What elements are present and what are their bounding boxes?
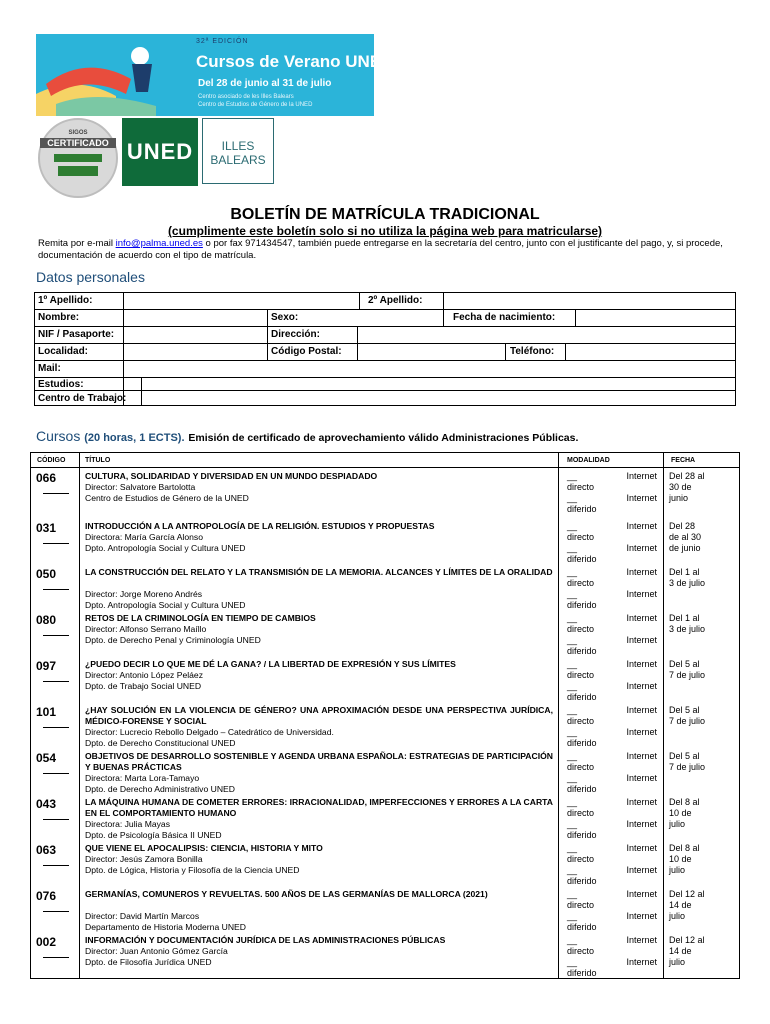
code-blank-line bbox=[43, 589, 69, 590]
course-date bbox=[669, 705, 729, 727]
col-divider bbox=[123, 343, 124, 360]
course-department: Dpto. de Lógica, Historia y Filosofía de la Ciencia UNED bbox=[85, 864, 300, 875]
course-mode-options[interactable] bbox=[567, 521, 657, 565]
course-date-line: Del 28 al bbox=[669, 471, 705, 481]
header-date: FECHA bbox=[671, 457, 696, 464]
illes-logo-line-1: ILLES bbox=[221, 139, 255, 153]
mode-direct-label: directo bbox=[567, 624, 595, 634]
mode-direct-label: directo bbox=[567, 578, 595, 588]
section-title-courses bbox=[36, 428, 578, 444]
col-divider bbox=[663, 453, 664, 978]
label-workplace: Centro de Trabajo: bbox=[38, 393, 127, 404]
blank-mark: __ bbox=[567, 613, 578, 623]
code-blank-line bbox=[43, 543, 69, 544]
course-code: 076 bbox=[36, 889, 57, 903]
course-mode-options[interactable] bbox=[567, 659, 657, 703]
course-director: Directora: María García Alonso bbox=[85, 532, 203, 542]
blank-mark: __ bbox=[567, 705, 578, 715]
course-title: ¿HAY SOLUCIÓN EN LA VIOLENCIA DE GÉNERO? UNA APROXIMACIÓN DESDE UNA PERSPECTIVA JURÍDICA, MÉDICO-FORENSE Y SOCIAL bbox=[85, 705, 553, 726]
course-code: 097 bbox=[36, 659, 57, 673]
course-title: GERMANÍAS, COMUNEROS Y REVUELTAS. 500 AÑOS DE LAS GERMANÍAS DE MALLORCA (2021) bbox=[85, 889, 488, 899]
code-blank-line bbox=[43, 635, 69, 636]
mode-internet-deferred[interactable] bbox=[567, 819, 657, 830]
mode-direct-label: directo bbox=[567, 946, 595, 956]
mode-internet-direct[interactable] bbox=[567, 521, 657, 532]
row-divider bbox=[35, 360, 735, 361]
col-divider bbox=[575, 309, 576, 326]
blank-mark: __ bbox=[567, 589, 578, 599]
mode-deferred-label: diferido bbox=[567, 876, 597, 886]
course-date-line: 3 de julio bbox=[669, 578, 706, 588]
mode-internet-label: Internet bbox=[626, 493, 657, 503]
mode-deferred-label: diferido bbox=[567, 600, 597, 610]
col-divider bbox=[123, 326, 124, 343]
mode-internet-direct[interactable] bbox=[567, 889, 657, 900]
course-date-line: 14 de bbox=[669, 946, 692, 956]
mode-direct-label: directo bbox=[567, 762, 595, 772]
code-blank-line bbox=[43, 681, 69, 682]
label-locality: Localidad: bbox=[38, 346, 89, 357]
course-date-line: Del 5 al bbox=[669, 751, 700, 761]
course-director: Director: Lucrecio Rebollo Delgado – Catedrático de Universidad. bbox=[85, 727, 334, 737]
label-name: Nombre: bbox=[38, 312, 80, 323]
mode-direct-label: directo bbox=[567, 670, 595, 680]
blank-mark: __ bbox=[567, 635, 578, 645]
course-department: Dpto. de Filosofía Jurídica UNED bbox=[85, 956, 212, 967]
mode-deferred-label: diferido bbox=[567, 554, 597, 564]
blank-mark: __ bbox=[567, 819, 578, 829]
col-divider bbox=[123, 309, 124, 326]
course-title: RETOS DE LA CRIMINOLOGÍA EN TIEMPO DE CAMBIOS bbox=[85, 613, 316, 623]
blank-mark: __ bbox=[567, 751, 578, 761]
course-date-line: julio bbox=[669, 819, 686, 829]
course-date bbox=[669, 751, 729, 773]
row-divider bbox=[35, 326, 735, 327]
col-divider bbox=[443, 309, 444, 326]
mode-internet-label: Internet bbox=[626, 935, 657, 945]
mode-deferred-label: diferido bbox=[567, 738, 597, 748]
code-blank-line bbox=[43, 727, 69, 728]
mode-internet-label: Internet bbox=[626, 911, 657, 921]
course-date-line: de al 30 bbox=[669, 532, 702, 542]
mode-deferred-label: diferido bbox=[567, 646, 597, 656]
course-date-line: 7 de julio bbox=[669, 670, 706, 680]
mode-deferred-label: diferido bbox=[567, 784, 597, 794]
mode-internet-label: Internet bbox=[626, 635, 657, 645]
label-nif: NIF / Pasaporte: bbox=[38, 329, 115, 340]
course-title: LA CONSTRUCCIÓN DEL RELATO Y LA TRANSMISIÓN DE LA MEMORIA. ALCANCES Y LÍMITES DE LA ORALIDAD bbox=[85, 567, 553, 577]
mode-internet-label: Internet bbox=[626, 727, 657, 737]
mode-deferred-label: diferido bbox=[567, 922, 597, 932]
row-divider bbox=[35, 309, 735, 310]
mode-internet-label: Internet bbox=[626, 773, 657, 783]
mode-direct-label: directo bbox=[567, 900, 595, 910]
col-divider bbox=[267, 343, 268, 360]
mode-direct-label: directo bbox=[567, 808, 595, 818]
blank-mark: __ bbox=[567, 797, 578, 807]
mode-internet-deferred[interactable] bbox=[567, 543, 657, 554]
blank-mark: __ bbox=[567, 957, 578, 967]
course-director: Directora: Marta Lora-Tamayo bbox=[85, 773, 200, 783]
course-date bbox=[669, 521, 729, 554]
mode-internet-direct[interactable] bbox=[567, 567, 657, 578]
course-date-line: julio bbox=[669, 865, 686, 875]
mode-direct-label: directo bbox=[567, 482, 595, 492]
mode-internet-direct[interactable] bbox=[567, 797, 657, 808]
mode-internet-label: Internet bbox=[626, 751, 657, 761]
banner-title: Cursos de Verano UNED 2021 bbox=[196, 52, 436, 71]
course-mode-options[interactable] bbox=[567, 613, 657, 657]
summer-courses-banner bbox=[36, 34, 436, 116]
header-divider bbox=[31, 467, 739, 468]
section-title-personal: Datos personales bbox=[36, 269, 145, 285]
course-date-line: 10 de bbox=[669, 808, 692, 818]
course-department: Dpto. de Derecho Administrativo UNED bbox=[85, 783, 235, 794]
course-date-line: Del 8 al bbox=[669, 797, 700, 807]
mode-internet-label: Internet bbox=[626, 957, 657, 967]
course-title: LA MÁQUINA HUMANA DE COMETER ERRORES: IRRACIONALIDAD, IMPERFECCIONES Y ERRORES A LA CARTA EN EL COMPORTAMIENTO HUMANO bbox=[85, 797, 553, 818]
blank-mark: __ bbox=[567, 935, 578, 945]
mode-internet-label: Internet bbox=[626, 659, 657, 669]
row-divider bbox=[35, 377, 735, 378]
courses-section-label: Cursos bbox=[36, 428, 81, 444]
course-date bbox=[669, 471, 729, 504]
seal-bar bbox=[54, 154, 102, 162]
personal-data-form bbox=[34, 292, 736, 406]
course-date-line: Del 1 al bbox=[669, 613, 700, 623]
col-divider bbox=[505, 343, 506, 360]
course-date-line: junio bbox=[669, 493, 689, 503]
header-title: TÍTULO bbox=[85, 457, 111, 464]
instructions-text bbox=[38, 238, 738, 262]
course-code: 050 bbox=[36, 567, 57, 581]
intro-post: o por fax 971434547, también puede entregarse en la secretaría del centro, junto con el justificante del pago, y, si procede, documentación de acuerdo con el tipo de matrícula. bbox=[38, 238, 723, 261]
col-divider bbox=[565, 343, 566, 360]
header-mode: MODALIDAD bbox=[567, 457, 610, 464]
course-code: 101 bbox=[36, 705, 57, 719]
mode-internet-deferred[interactable] bbox=[567, 773, 657, 784]
course-mode-options[interactable] bbox=[567, 471, 657, 515]
courses-table bbox=[30, 452, 740, 979]
course-date bbox=[669, 797, 729, 830]
blank-mark: __ bbox=[567, 493, 578, 503]
mode-internet-deferred[interactable] bbox=[567, 865, 657, 876]
code-blank-line bbox=[43, 819, 69, 820]
mode-direct-label: directo bbox=[567, 532, 595, 542]
course-code: 043 bbox=[36, 797, 57, 811]
mode-deferred-label: diferido bbox=[567, 968, 597, 978]
label-address: Dirección: bbox=[271, 329, 320, 340]
course-title: OBJETIVOS DE DESARROLLO SOSTENIBLE Y AGENDA URBANA ESPAÑOLA: ESTRATEGIAS DE PARTICIPACIÓN Y BUENAS PRÁCTICAS bbox=[85, 751, 553, 772]
mode-internet-label: Internet bbox=[626, 471, 657, 481]
banner-subtitle-1: Centro asociado de les Illes Balears bbox=[198, 94, 294, 100]
mode-internet-label: Internet bbox=[626, 843, 657, 853]
mode-internet-direct[interactable] bbox=[567, 471, 657, 482]
blank-mark: __ bbox=[567, 773, 578, 783]
certified-seal-logo bbox=[38, 118, 118, 198]
col-divider bbox=[357, 343, 358, 360]
course-date bbox=[669, 843, 729, 876]
mode-internet-direct[interactable] bbox=[567, 935, 657, 946]
page-title: BOLETÍN DE MATRÍCULA TRADICIONAL bbox=[230, 206, 540, 223]
course-date-line: 7 de julio bbox=[669, 762, 706, 772]
course-date-line: Del 5 al bbox=[669, 659, 700, 669]
illes-balears-logo bbox=[202, 118, 274, 184]
blank-mark: __ bbox=[567, 889, 578, 899]
course-code: 080 bbox=[36, 613, 57, 627]
course-date bbox=[669, 935, 729, 968]
label-mail: Mail: bbox=[38, 363, 61, 374]
mode-internet-label: Internet bbox=[626, 567, 657, 577]
course-department: Dpto. de Derecho Constitucional UNED bbox=[85, 737, 236, 748]
course-mode-options[interactable] bbox=[567, 567, 657, 611]
courses-note: Emisión de certificado de aprovechamiento válido Administraciones Públicas. bbox=[188, 432, 579, 444]
course-department: Dpto. Antropología Social y Cultura UNED bbox=[85, 599, 246, 610]
course-mode-options[interactable] bbox=[567, 797, 657, 841]
course-date bbox=[669, 613, 729, 635]
code-blank-line bbox=[43, 493, 69, 494]
course-title: INTRODUCCIÓN A LA ANTROPOLOGÍA DE LA RELIGIÓN. ESTUDIOS Y PROPUESTAS bbox=[85, 521, 435, 531]
course-title: ¿PUEDO DECIR LO QUE ME DÉ LA GANA? / LA LIBERTAD DE EXPRESIÓN Y SUS LÍMITES bbox=[85, 659, 456, 669]
blank-mark: __ bbox=[567, 659, 578, 669]
col-divider bbox=[123, 293, 124, 309]
banner-dates: Del 28 de junio al 31 de julio bbox=[198, 78, 332, 89]
course-department: Centro de Estudios de Género de la UNED bbox=[85, 492, 249, 503]
col-divider bbox=[558, 453, 559, 978]
blank-mark: __ bbox=[567, 567, 578, 577]
course-director: Directora: Julia Mayas bbox=[85, 819, 171, 829]
blank-mark: __ bbox=[567, 471, 578, 481]
course-department: Departamento de Historia Moderna UNED bbox=[85, 921, 246, 932]
course-date-line: Del 1 al bbox=[669, 567, 700, 577]
col-divider bbox=[141, 377, 142, 406]
code-blank-line bbox=[43, 773, 69, 774]
mode-internet-deferred[interactable] bbox=[567, 911, 657, 922]
course-director: Director: Jesús Zamora Bonilla bbox=[85, 854, 203, 864]
course-date bbox=[669, 659, 729, 681]
col-divider bbox=[79, 453, 80, 978]
mode-internet-deferred[interactable] bbox=[567, 493, 657, 504]
banner-edition: 32ª EDICIÓN bbox=[196, 38, 249, 45]
course-code: 031 bbox=[36, 521, 57, 535]
label-first-surname: 1º Apellido: bbox=[38, 295, 93, 306]
course-mode-options[interactable] bbox=[567, 889, 657, 933]
illes-logo-line-2: BALEARS bbox=[210, 153, 266, 167]
mode-internet-deferred[interactable] bbox=[567, 957, 657, 968]
mode-internet-label: Internet bbox=[626, 889, 657, 899]
mode-internet-label: Internet bbox=[626, 865, 657, 875]
course-date-line: 14 de bbox=[669, 900, 692, 910]
courses-hours: (20 horas, 1 ECTS). bbox=[84, 432, 185, 444]
seal-main-text: CERTIFICADO bbox=[40, 138, 116, 148]
course-date-line: 30 de bbox=[669, 482, 692, 492]
course-date-line: julio bbox=[669, 957, 686, 967]
course-date bbox=[669, 889, 729, 922]
label-studies: Estudios: bbox=[38, 379, 84, 390]
mode-internet-direct[interactable] bbox=[567, 705, 657, 716]
mode-internet-label: Internet bbox=[626, 521, 657, 531]
blank-mark: __ bbox=[567, 911, 578, 921]
uned-logo: UNED bbox=[122, 118, 198, 186]
mode-internet-deferred[interactable] bbox=[567, 681, 657, 692]
course-date-line: de junio bbox=[669, 543, 701, 553]
intro-pre: Remita por e-mail bbox=[38, 238, 116, 249]
course-title: QUE VIENE EL APOCALIPSIS: CIENCIA, HISTORIA Y MITO bbox=[85, 843, 323, 853]
course-date-line: Del 12 al bbox=[669, 889, 705, 899]
course-mode-options[interactable] bbox=[567, 705, 657, 749]
banner-illustration bbox=[36, 34, 166, 116]
course-date-line: julio bbox=[669, 911, 686, 921]
course-code: 054 bbox=[36, 751, 57, 765]
mode-internet-deferred[interactable] bbox=[567, 635, 657, 646]
blank-mark: __ bbox=[567, 843, 578, 853]
col-divider bbox=[359, 293, 360, 309]
mode-direct-label: directo bbox=[567, 854, 595, 864]
course-department: Dpto. de Trabajo Social UNED bbox=[85, 680, 202, 691]
label-second-surname: 2º Apellido: bbox=[368, 295, 423, 306]
course-department: Dpto. Antropología Social y Cultura UNED bbox=[85, 542, 246, 553]
course-director: Director: Alfonso Serrano Maíllo bbox=[85, 624, 207, 634]
label-postal-code: Código Postal: bbox=[271, 346, 342, 357]
course-director: Director: David Martín Marcos bbox=[85, 911, 200, 921]
course-code: 066 bbox=[36, 471, 57, 485]
course-director: Director: Antonio López Peláez bbox=[85, 670, 203, 680]
mode-deferred-label: diferido bbox=[567, 692, 597, 702]
course-department: Dpto. de Psicología Básica II UNED bbox=[85, 829, 222, 840]
code-blank-line bbox=[43, 957, 69, 958]
course-title: INFORMACIÓN Y DOCUMENTACIÓN JURÍDICA DE LAS ADMINISTRACIONES PÚBLICAS bbox=[85, 935, 446, 945]
course-mode-options[interactable] bbox=[567, 935, 657, 979]
email-link[interactable]: info@palma.uned.es bbox=[115, 238, 203, 249]
seal-top-text: SIGOS bbox=[68, 130, 88, 136]
mode-internet-label: Internet bbox=[626, 681, 657, 691]
blank-mark: __ bbox=[567, 543, 578, 553]
mode-deferred-label: diferido bbox=[567, 504, 597, 514]
course-director: Director: Salvatore Bartolotta bbox=[85, 482, 196, 492]
page-subtitle: (cumplimente este boletín solo si no utiliza la página web para matricularse) bbox=[167, 224, 603, 238]
code-blank-line bbox=[43, 865, 69, 866]
course-date-line: Del 28 bbox=[669, 521, 696, 531]
header-code: CÓDIGO bbox=[37, 457, 66, 464]
mode-internet-direct[interactable] bbox=[567, 751, 657, 762]
course-code: 063 bbox=[36, 843, 57, 857]
course-title: CULTURA, SOLIDARIDAD Y DIVERSIDAD EN UN MUNDO DESPIADADO bbox=[85, 471, 378, 481]
blank-mark: __ bbox=[567, 521, 578, 531]
course-mode-options[interactable] bbox=[567, 751, 657, 795]
course-date-line: 10 de bbox=[669, 854, 692, 864]
course-department: Dpto. de Derecho Penal y Criminología UNED bbox=[85, 634, 261, 645]
course-date-line: Del 5 al bbox=[669, 705, 700, 715]
mode-internet-deferred[interactable] bbox=[567, 589, 657, 600]
course-date-line: 7 de julio bbox=[669, 716, 706, 726]
mode-internet-label: Internet bbox=[626, 797, 657, 807]
mode-internet-deferred[interactable] bbox=[567, 727, 657, 738]
label-birth-date: Fecha de nacimiento: bbox=[453, 312, 556, 323]
blank-mark: __ bbox=[567, 727, 578, 737]
label-phone: Teléfono: bbox=[510, 346, 555, 357]
course-date-line: Del 12 al bbox=[669, 935, 705, 945]
mode-internet-label: Internet bbox=[626, 705, 657, 715]
label-sex: Sexo: bbox=[271, 312, 299, 323]
row-divider bbox=[35, 390, 735, 391]
blank-mark: __ bbox=[567, 865, 578, 875]
course-mode-options[interactable] bbox=[567, 843, 657, 887]
col-divider bbox=[267, 309, 268, 326]
col-divider bbox=[443, 293, 444, 309]
mode-internet-label: Internet bbox=[626, 589, 657, 599]
course-date-line: 3 de julio bbox=[669, 624, 706, 634]
mode-deferred-label: diferido bbox=[567, 830, 597, 840]
mode-internet-direct[interactable] bbox=[567, 659, 657, 670]
mode-internet-label: Internet bbox=[626, 819, 657, 829]
course-date bbox=[669, 567, 729, 589]
seal-bar bbox=[58, 166, 98, 176]
mode-direct-label: directo bbox=[567, 716, 595, 726]
mode-internet-direct[interactable] bbox=[567, 613, 657, 624]
blank-mark: __ bbox=[567, 681, 578, 691]
mode-internet-direct[interactable] bbox=[567, 843, 657, 854]
course-date-line: Del 8 al bbox=[669, 843, 700, 853]
banner-subtitle-2: Centro de Estudios de Género de la UNED bbox=[198, 102, 313, 108]
course-code: 002 bbox=[36, 935, 57, 949]
col-divider bbox=[267, 326, 268, 343]
mode-internet-label: Internet bbox=[626, 543, 657, 553]
col-divider bbox=[357, 326, 358, 343]
course-director: Director: Jorge Moreno Andrés bbox=[85, 589, 203, 599]
course-director: Director: Juan Antonio Gómez García bbox=[85, 946, 228, 956]
code-blank-line bbox=[43, 911, 69, 912]
mode-internet-label: Internet bbox=[626, 613, 657, 623]
row-divider bbox=[35, 343, 735, 344]
